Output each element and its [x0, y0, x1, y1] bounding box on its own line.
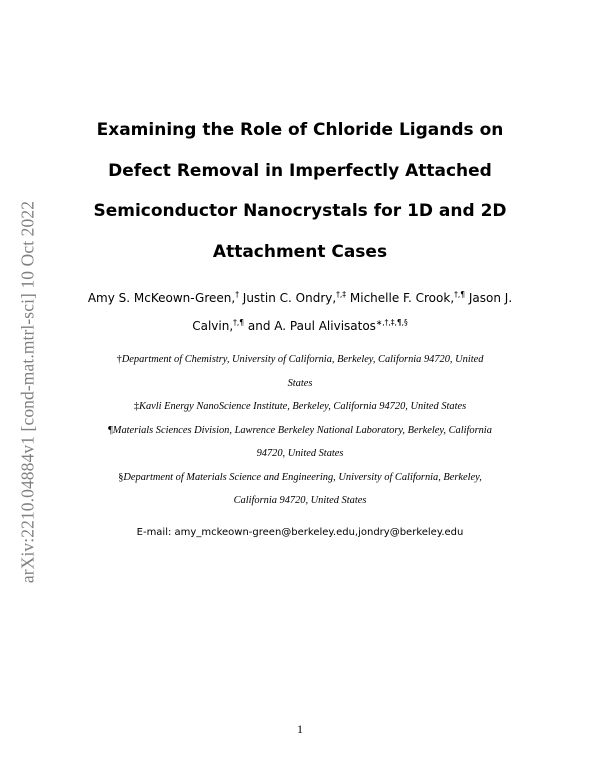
author-list	[70, 284, 530, 340]
title-line: Attachment Cases	[212, 241, 388, 262]
affiliation-line	[70, 395, 530, 419]
affiliation-text: Materials Sciences Division, Lawrence Berkeley National Laboratory, Berkeley, California	[112, 424, 492, 436]
affiliation-line	[70, 348, 530, 372]
affiliation-mark: ¶	[108, 424, 113, 436]
author-name: A. Paul Alivisatos	[274, 319, 376, 333]
author-affiliation-marks: †,¶	[454, 290, 466, 299]
author-affiliation-marks: †	[235, 290, 239, 299]
author-affiliation-marks: †,‡	[336, 290, 347, 299]
author-affiliation-marks: †,¶	[233, 318, 245, 327]
title-line: Examining the Role of Chloride Ligands on	[96, 120, 504, 140]
affiliation-text: States	[287, 377, 313, 389]
author-conjunction: and	[247, 319, 271, 333]
affiliation-list	[70, 348, 530, 513]
paper-title	[70, 110, 530, 272]
affiliation-line	[70, 419, 530, 443]
affiliation-text: California 94720, United States	[233, 495, 367, 506]
affiliation-line	[70, 442, 530, 466]
author-line	[70, 284, 530, 312]
author-name: Amy S. McKeown-Green,	[87, 291, 236, 305]
author-name: Michelle F. Crook,	[349, 291, 455, 305]
title-line: Semiconductor Nanocrystals for 1D and 2D	[93, 201, 507, 221]
author-affiliation-marks: ∗,†,‡,¶,§	[375, 318, 408, 327]
author-name: Calvin,	[192, 319, 234, 333]
author-name: Justin C. Ondry,	[242, 291, 337, 305]
author-line	[70, 312, 530, 340]
affiliation-mark: †	[116, 354, 122, 365]
author-name: Jason J.	[468, 291, 513, 305]
page-number: 1	[297, 722, 303, 736]
affiliation-mark: ‡	[133, 401, 140, 412]
affiliation-text: Department of Materials Science and Engineering, University of California, Berkeley,	[123, 471, 482, 483]
affiliation-line	[70, 466, 530, 490]
affiliation-line	[70, 372, 530, 396]
affiliation-text: Kavli Energy NanoScience Institute, Berkeley, California 94720, United States	[139, 401, 467, 412]
arxiv-identifier-stamp: arXiv:2210.04884v1 [cond-mat.mtrl-sci] 10 Oct 2022	[17, 200, 38, 584]
affiliation-text: 94720, United States	[256, 448, 344, 459]
affiliation-mark: §	[118, 471, 124, 483]
title-line: Defect Removal in Imperfectly Attached	[108, 160, 492, 181]
affiliation-text: Department of Chemistry, University of California, Berkeley, California 94720, United	[121, 354, 484, 365]
contact-email: E-mail: amy_mckeown-green@berkeley.edu,jondry@berkeley.edu	[136, 527, 464, 538]
affiliation-line	[70, 489, 530, 513]
